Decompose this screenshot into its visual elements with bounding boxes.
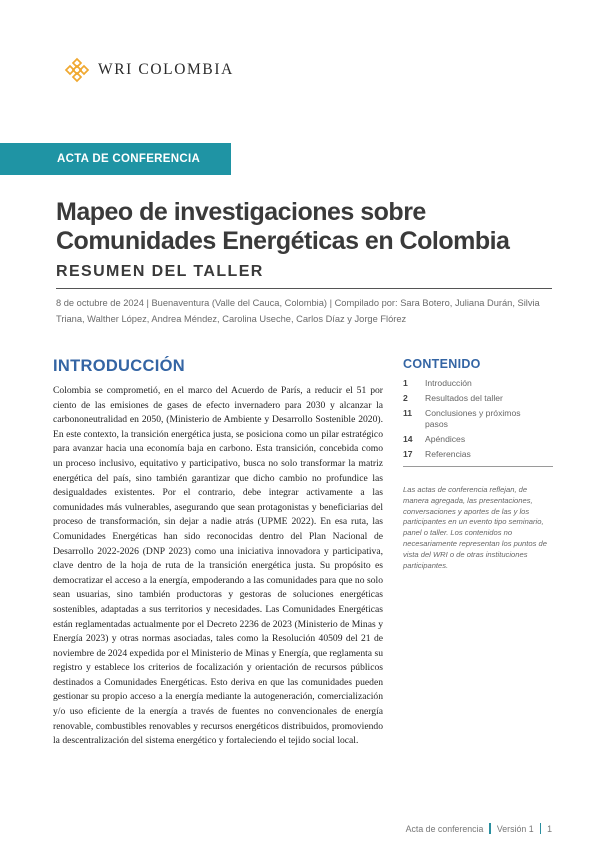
toc-divider <box>403 466 553 467</box>
toc-label: Apéndices <box>425 434 466 444</box>
footer-version: Versión 1 <box>496 823 534 834</box>
disclaimer-note: Las actas de conferencia reflejan, de manera agregada, las presentaciones, conversaciones y aportes de las y los participantes en un evento tipo seminario, panel o taller. Los contenidos no necesariamente representan los puntos de vista del WRI o de otras instituciones participantes. <box>403 485 547 570</box>
footer-doc-type: Acta de conferencia <box>405 823 484 834</box>
toc-label: Resultados del taller <box>425 393 503 403</box>
toc-page-number: 14 <box>403 434 413 444</box>
logo-text: WRI COLOMBIA <box>98 61 234 78</box>
toc-item[interactable] <box>403 378 553 389</box>
table-of-contents <box>403 357 553 467</box>
footer-separator <box>540 823 542 834</box>
title-divider <box>56 288 552 289</box>
toc-heading: CONTENIDO <box>403 357 481 371</box>
toc-item[interactable] <box>403 393 553 404</box>
section-heading-introduccion: INTRODUCCIÓN <box>53 357 185 375</box>
toc-page-number: 17 <box>403 449 413 459</box>
wri-logo <box>64 57 234 83</box>
intro-paragraph: Colombia se comprometió, en el marco del Acuerdo de París, a reducir el 51 por ciento de las emisiones de gases de efecto invernadero para 2030 y alcanzar la carbononeutralidad en 2050, (Ministerio de Ambiente y Desarrollo Sostenible 2020). En este contexto, la transición energética justa, se posiciona como un pilar estratégico para avanzar hacia una economía baja en carbono. Esta transición, concebida como un proceso inclusivo, equitativo y participativo, busca no solo transformar la matriz energética del país, sino también garantizar que dicho cambio no profundice las desigualdades existentes. Por el contrario, debe integrar activamente a las comunidades más vulnerables, asegurando que sean protagonistas y beneficiarias del proceso de transformación, sin dejar a nadie atrás (UPME 2022). En esa ruta, las Comunidades Energéticas han sido reconocidas dentro del Plan Nacional de Desarrollo 2022-2026 (DNP 2023) como una iniciativa innovadora y participativa, clave dentro de la hoja de ruta de la transición energética justa. Su propósito es democratizar el acceso a la energía, empoderando a las comunidades para que no solo sean usuarias, sino también productoras y gestoras de soluciones energéticas sostenibles, adaptadas a sus territorios y necesidades. Las Comunidades Energéticas están reglamentadas actualmente por el Decreto 2236 de 2023 (Ministerio de Minas y Energía 2023) y otras normas asociadas, tales como la Resolución 40509 del 21 de noviembre de 2024 expedida por el Ministerio de Minas y Energía, que reglamenta su registro y establece los criterios de focalización y orientación de recursos públicos destinados a Comunidades Energéticas. Esto deriva en que las comunidades pueden gestionar su propio acceso a la energía mediante la autogeneración, comercialización y/o uso eficiente de la energía a través de fuentes no convencionales de energía renovable, combustibles renovables y recursos energéticos distribuidos, promoviendo la descentralización del sistema energético y fortaleciendo el tejido social local. <box>53 385 383 747</box>
footer-separator <box>489 823 491 834</box>
toc-label: Referencias <box>425 449 471 459</box>
toc-item[interactable] <box>403 408 553 430</box>
wri-logo-icon <box>64 57 90 83</box>
toc-page-number: 1 <box>403 378 408 388</box>
document-metadata: 8 de octubre de 2024 | Buenaventura (Valle del Cauca, Colombia) | Compilado por: Sara Botero, Juliana Durán, Silvia Triana, Walther López, Andrea Méndez, Carolina Useche, Carlos Díaz y Jorge Flórez <box>56 298 540 324</box>
document-subtitle: RESUMEN DEL TALLER <box>56 263 264 280</box>
page-footer <box>406 823 552 834</box>
toc-label: Conclusiones y próximos pasos <box>425 408 521 429</box>
document-type-badge: ACTA DE CONFERENCIA <box>0 143 231 175</box>
document-title: Mapeo de investigaciones sobre Comunidades Energéticas en Colombia <box>56 198 510 255</box>
footer-page-number: 1 <box>547 823 552 834</box>
toc-page-number: 2 <box>403 393 408 403</box>
toc-page-number: 11 <box>403 408 413 418</box>
toc-label: Introducción <box>425 378 472 388</box>
toc-item[interactable] <box>403 434 553 445</box>
toc-item[interactable] <box>403 449 553 460</box>
